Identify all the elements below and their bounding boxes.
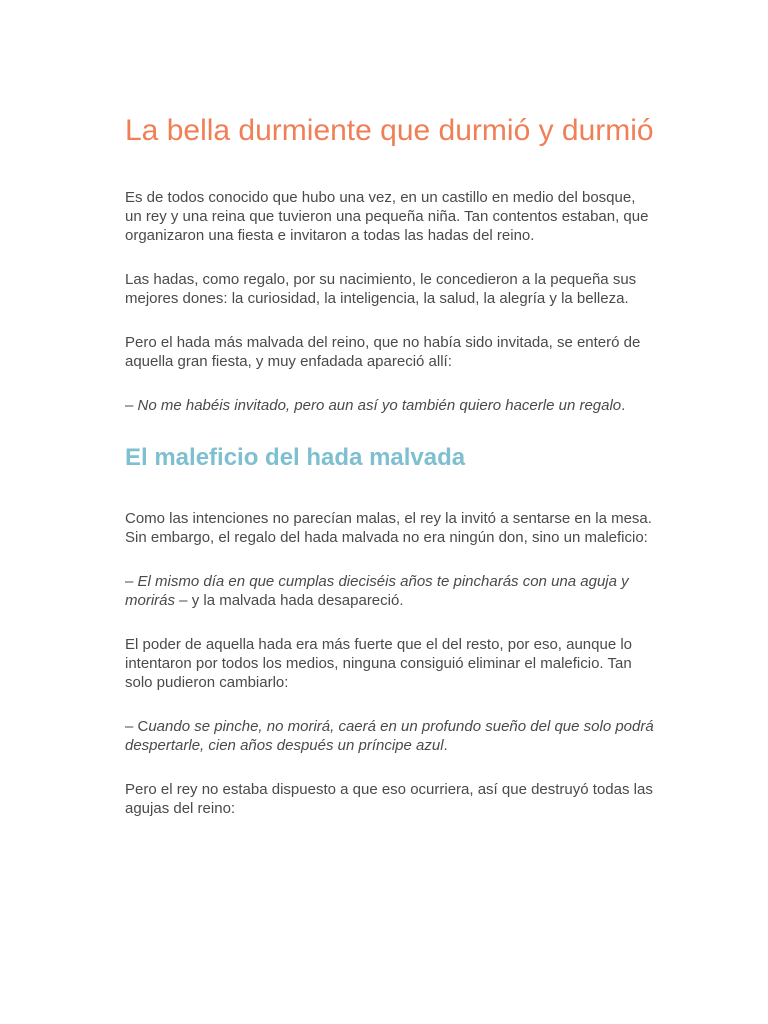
paragraph-power: El poder de aquella hada era más fuerte que el del resto, por eso, aunque lo intentaron por todos los medios, ninguna consiguió eliminar el maleficio. Tan solo pudieron cambiarlo:: [125, 636, 633, 691]
paragraph-intro: Es de todos conocido que hubo una vez, en un castillo en medio del bosque, un rey y una reina que tuvieron una pequeña niña. Tan contentos estaban, que organizaron una fiesta e invitaron a todas las hadas del reino.: [125, 189, 649, 244]
page-title: La bella durmiente que durmió y durmió: [125, 114, 654, 147]
quote-dash: –: [125, 573, 138, 590]
paragraph-gifts: Las hadas, como regalo, por su nacimiento, le concedieron a la pequeña sus mejores dones: la curiosidad, la inteligencia, la salud, la alegría y la belleza.: [125, 271, 637, 307]
quote-italic-text: El mismo día en que cumplas dieciséis años te pincharás con una aguja y morirás: [125, 573, 629, 609]
quote-end: .: [443, 737, 448, 754]
quote-italic-text: No me habéis invitado, pero aun así yo también quiero hacerle un regalo: [137, 397, 622, 414]
quote-change: [125, 717, 655, 755]
paragraph-king: Pero el rey no estaba dispuesto a que eso ocurriera, así que destruyó todas las agujas del reino:: [125, 781, 653, 817]
paragraph-curse: Como las intenciones no parecían malas, el rey la invitó a sentarse en la mesa. Sin embargo, el regalo del hada malvada no era ningún don, sino un maleficio:: [125, 510, 652, 546]
quote-italic-text: uando se pinche, no morirá, caerá en un profundo sueño del que solo podrá despertarle, cien años después un príncipe azul: [125, 718, 654, 754]
quote-end: – y la malvada hada desapareció.: [175, 592, 404, 609]
quote-not-invited: [125, 396, 655, 415]
quote-dash: –: [125, 397, 138, 414]
section-heading: El maleficio del hada malvada: [125, 444, 466, 471]
quote-dash: – C: [125, 718, 149, 735]
quote-curse: [125, 572, 655, 610]
document-body: [125, 112, 655, 818]
quote-end: .: [621, 397, 626, 414]
paragraph-evil-fairy: Pero el hada más malvada del reino, que no había sido invitada, se enteró de aquella gran fiesta, y muy enfadada apareció allí:: [125, 334, 641, 370]
